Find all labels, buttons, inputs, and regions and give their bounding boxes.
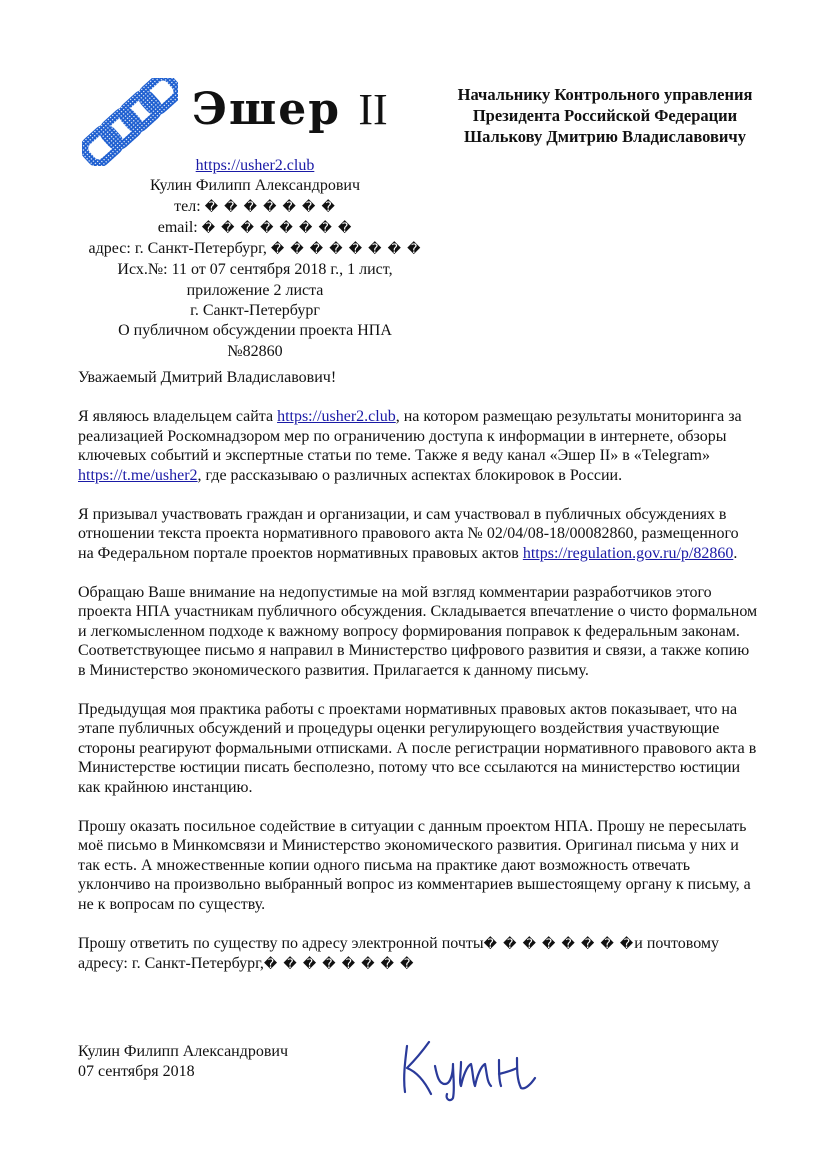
signature-name: Кулин Филипп Александрович (78, 1043, 289, 1060)
text-span: Я призывал участвовать граждан и организации, и сам участвовал в публичных обсуждениях в отношении текста проекта нормативного правового акта № 02/04/08-18/00082860, размещенного на Федеральном портале проектов нормативных правовых актов (78, 505, 739, 562)
sender-block (70, 156, 440, 362)
outgoing-number: Исх.№: 11 от 07 сентября 2018 г., 1 лист, (117, 261, 393, 279)
text-span: Прошу ответить по существу по адресу электронной почты (78, 934, 484, 952)
phone-label: тел: (174, 197, 201, 215)
address-value: � � � � � � � � (270, 242, 422, 258)
addressee-block (420, 84, 790, 147)
addressee-line: Начальнику Контрольного управления (457, 85, 753, 104)
logo-text-suffix: II (358, 85, 388, 134)
text-span: и почтовому адресу: г. Санкт-Петербург, (78, 934, 720, 972)
regulation-link[interactable]: https://regulation.gov.ru/p/82860 (522, 544, 734, 562)
addressee-line: Президента Российской Федерации (472, 106, 738, 125)
text-span: , где рассказываю о различных аспектах блокировок в России. (197, 466, 623, 484)
logo-title (192, 84, 388, 135)
sender-city: г. Санкт-Петербург (190, 302, 320, 320)
signature-block (78, 1042, 288, 1081)
text-span: , на котором размещаю результаты мониторинга за реализацией Роскомнадзором мер по ограничению доступа к информации в интернете, обзоры ключевых событий и экспертные статьи по теме. Также я веду канал «Эшер II» в «Telegram» (78, 408, 742, 464)
paragraph-1 (78, 407, 758, 485)
telegram-link[interactable]: https://t.me/usher2 (78, 466, 198, 484)
email-value: � � � � � � � � (201, 220, 353, 236)
handwritten-signature-icon (395, 1032, 545, 1102)
sender-email (70, 218, 440, 239)
attachment-note: приложение 2 листа (186, 281, 324, 299)
text-span: Я являюсь владельцем сайта (78, 408, 278, 425)
address-value-inline: � � � � � � � � (263, 957, 415, 972)
sender-address (70, 239, 440, 260)
text-span: . (733, 544, 738, 562)
subject-line: О публичном обсуждении проекта НПА (118, 322, 392, 340)
email-label: email: (157, 218, 198, 236)
addressee-line: Шалькову Дмитрию Владиславовичу (464, 127, 746, 146)
chain-logo-icon (82, 78, 178, 166)
subject-number: №82860 (227, 342, 283, 360)
phone-value: � � � � � � � (204, 199, 336, 215)
paragraph-5: Прошу оказать посильное содействие в ситуации с данным проектом НПА. Прошу не пересылать моё письмо в Минкомсвязи и Министерство экономического развития. Оригинал письма у них и так есть. А множественные копии одного письма на практике дают возможность отвечать уклончиво на произвольно выбранный вопрос из комментариев вышестоящему органу к письму, а не к вопросам по существу. (78, 817, 751, 913)
sender-name: Кулин Филипп Александрович (149, 177, 361, 195)
signature-date: 07 сентября 2018 (78, 1062, 195, 1080)
paragraph-2 (78, 505, 758, 564)
paragraph-4: Предыдущая моя практика работы с проектами нормативных правовых актов показывает, что на этапе публичных обсуждений и процедуры оценки регулирующего воздействия участвующие стороны реагируют формальными отписками. А после регистрации нормативного правового акта в Министерстве юстиции писать бесполезно, потому что все ссылаются на министерство юстиции как крайнюю инстанцию. (78, 700, 757, 796)
address-label: адрес: г. Санкт-Петербург, (88, 240, 267, 258)
sender-phone (70, 197, 440, 218)
paragraph-3: Обращаю Ваше внимание на недопустимые на мой взгляд комментарии разработчиков этого проекта НПА участникам публичного обсуждения. Складывается впечатление о чисто формальном и легкомысленном подходе к важному вопросу формирования поправок к федеральным законам. Соответствующее письмо я направил в Министерство цифрового развития и связи, а также копию в Министерство экономического развития. Прилагается к данному письму. (78, 583, 758, 679)
email-value-inline: � � � � � � � � (483, 936, 635, 952)
site-link[interactable]: https://usher2.club (195, 157, 315, 174)
logo-text: Эшер (192, 84, 342, 135)
letter-body (78, 368, 758, 994)
site-link-inline[interactable]: https://usher2.club (277, 408, 396, 425)
greeting: Уважаемый Дмитрий Владиславович! (78, 369, 337, 386)
paragraph-6 (78, 934, 758, 975)
